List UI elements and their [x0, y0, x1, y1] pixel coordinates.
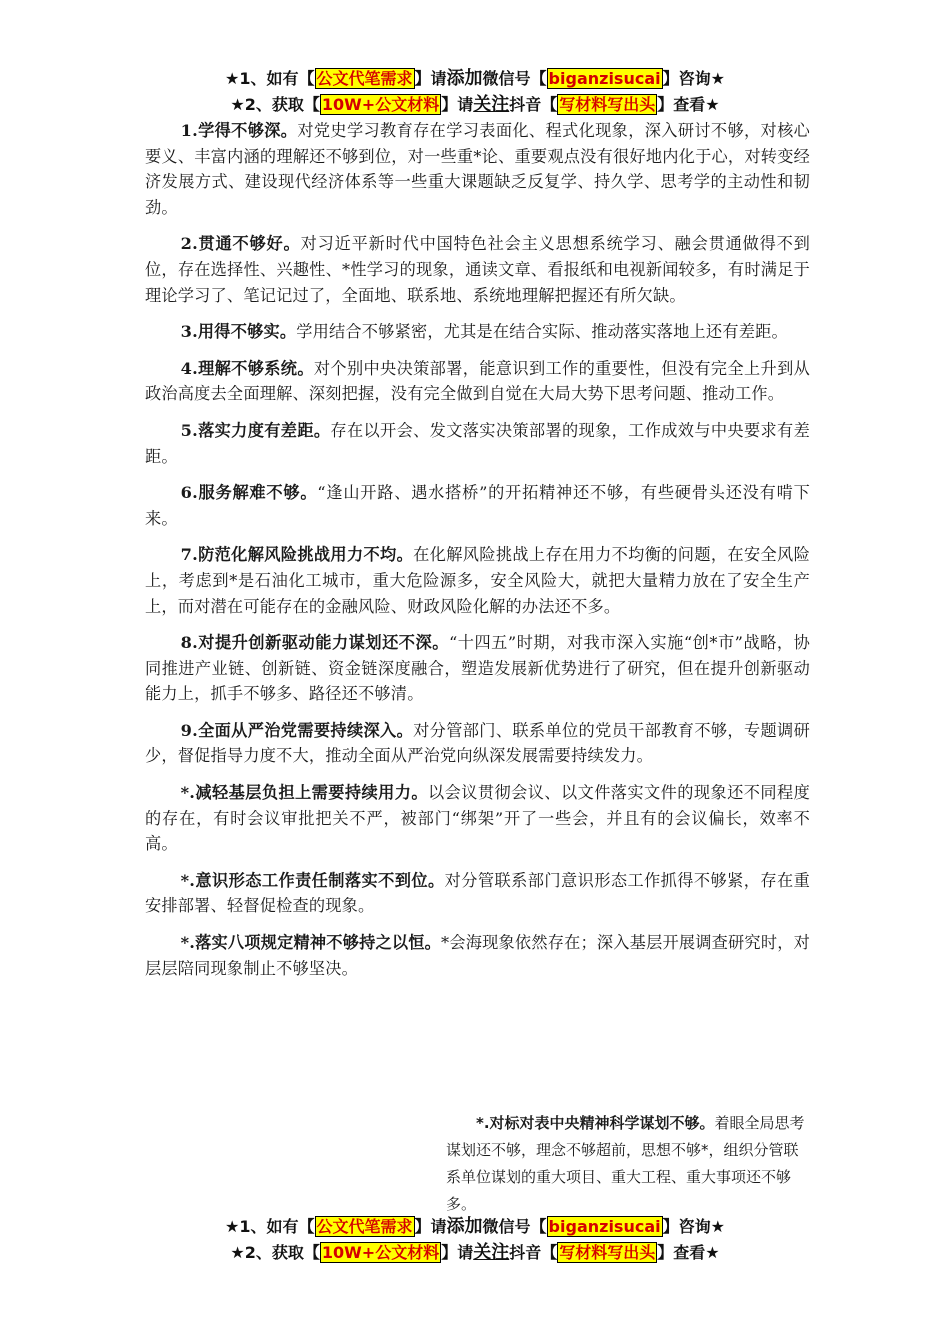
list-item: 5.落实力度有差距。存在以开会、发文落实决策部署的现象，工作成效与中央要求有差距。 [145, 420, 810, 466]
promo-banner-bottom [0, 1214, 950, 1266]
promo-line-2: ★2、获取【 10W+公文材料 】请关注抖音【 写材料写出头 】查看★ [230, 1242, 720, 1263]
list-item: 4.理解不够系统。对个别中央决策部署，能意识到工作的重要性，但没有完全上升到从政治高度去全面理解、深刻把握，没有完全做到自觉在大局大势下思考问题、推动工作。 [145, 358, 811, 404]
promo-line-1: ★1、如有【 公文代笔需求 】请添加微信号【 biganzisucai 】咨询★ [225, 1216, 725, 1237]
highlight-douyin-account: 写材料写出头 [559, 1243, 656, 1262]
list-item: 2.贯通不够好。对习近平新时代中国特色社会主义思想系统学习、融会贯通做得不到位，存在选择性、兴趣性、*性学习的现象，通读文章、看报纸和电视新闻较多，有时满足于理论学习了、笔记记过了，全面地、联系地、系统地理解把握还有所欠缺。 [145, 234, 811, 305]
promo-line-1: ★1、如有【 公文代笔需求 】请添加微信号【 biganzisucai 】咨询★ [225, 68, 725, 89]
star-icon: ★ [225, 1217, 240, 1236]
highlight-douyin-account: 写材料写出头 [559, 95, 656, 114]
list-item: 8.对提升创新驱动能力谋划还不深。“十四五”时期，对我市深入实施“创*市”战略，协同推进产业链、创新链、资金链深度融合，塑造发展新优势进行了研究，但在提升创新驱动能力上，抓手不够多、路径还不够清。 [145, 633, 810, 704]
highlight-service: 公文代笔需求 [316, 69, 413, 88]
list-item: *.意识形态工作责任制落实不到位。对分管联系部门意识形态工作抓得不够紧，存在重安排部署、轻督促检查的现象。 [145, 870, 811, 916]
list-item: 1.学得不够深。对党史学习教育存在学习表面化、程式化现象，深入研讨不够，对核心要义、丰富内涵的理解还不够到位，对一些重*论、重要观点没有很好地内化于心，对转变经济发展方式、建设现代经济体系等一些重大课题缺乏反复学、持久学、思考学的主动性和韧劲。 [145, 121, 811, 217]
highlight-service: 公文代笔需求 [316, 1217, 413, 1236]
highlight-materials: 10W+公文材料 [321, 95, 440, 114]
promo-banner-top [0, 66, 950, 118]
list-item: 6.服务解难不够。“逢山开路、遇水搭桥”的开拓精神还不够，有些硬骨头还没有啃下来。 [145, 483, 810, 528]
star-icon: ★ [230, 1243, 245, 1262]
star-icon: ★ [225, 69, 240, 88]
side-note-paragraph: *.对标对表中央精神科学谋划不够。着眼全局思考谋划还不够，理念不够超前，思想不够*，组织分管联系单位谋划的重大项目、重大工程、重大事项还不够多。 [446, 1114, 805, 1213]
promo-line-2: ★2、获取【 10W+公文材料 】请关注抖音【 写材料写出头 】查看★ [230, 94, 720, 115]
list-item: 9.全面从严治党需要持续深入。对分管部门、联系单位的党员干部教育不够，专题调研少，督促指导力度不大，推动全面从严治党向纵深发展需要持续发力。 [145, 720, 810, 766]
list-item: *.减轻基层负担上需要持续用力。以会议贯彻会议、以文件落实文件的现象还不同程度的存在，有时会议审批把关不严，被部门“绑架”开了一些会，并且有的会议偏长，效率不高。 [145, 783, 810, 854]
highlight-wechat-id: biganzisucai [548, 69, 661, 88]
highlight-wechat-id: biganzisucai [548, 1217, 661, 1236]
list-item: 7.防范化解风险挑战用力不均。在化解风险挑战上存在用力不均衡的问题，在安全风险上，考虑到*是石油化工城市，重大危险源多，安全风险大，就把大量精力放在了安全生产上，而对潜在可能存在的金融风险、财政风险化解的办法还不多。 [145, 545, 810, 616]
star-icon: ★ [230, 95, 245, 114]
document-body [145, 118, 810, 992]
side-note [446, 1110, 806, 1218]
highlight-materials: 10W+公文材料 [321, 1243, 440, 1262]
list-item: *.落实八项规定精神不够持之以恒。*会海现象依然存在；深入基层开展调查研究时，对层层陪同现象制止不够坚决。 [145, 933, 810, 978]
list-item: 3.用得不够实。学用结合不够紧密，尤其是在结合实际、推动落实落地上还有差距。 [180, 322, 788, 342]
